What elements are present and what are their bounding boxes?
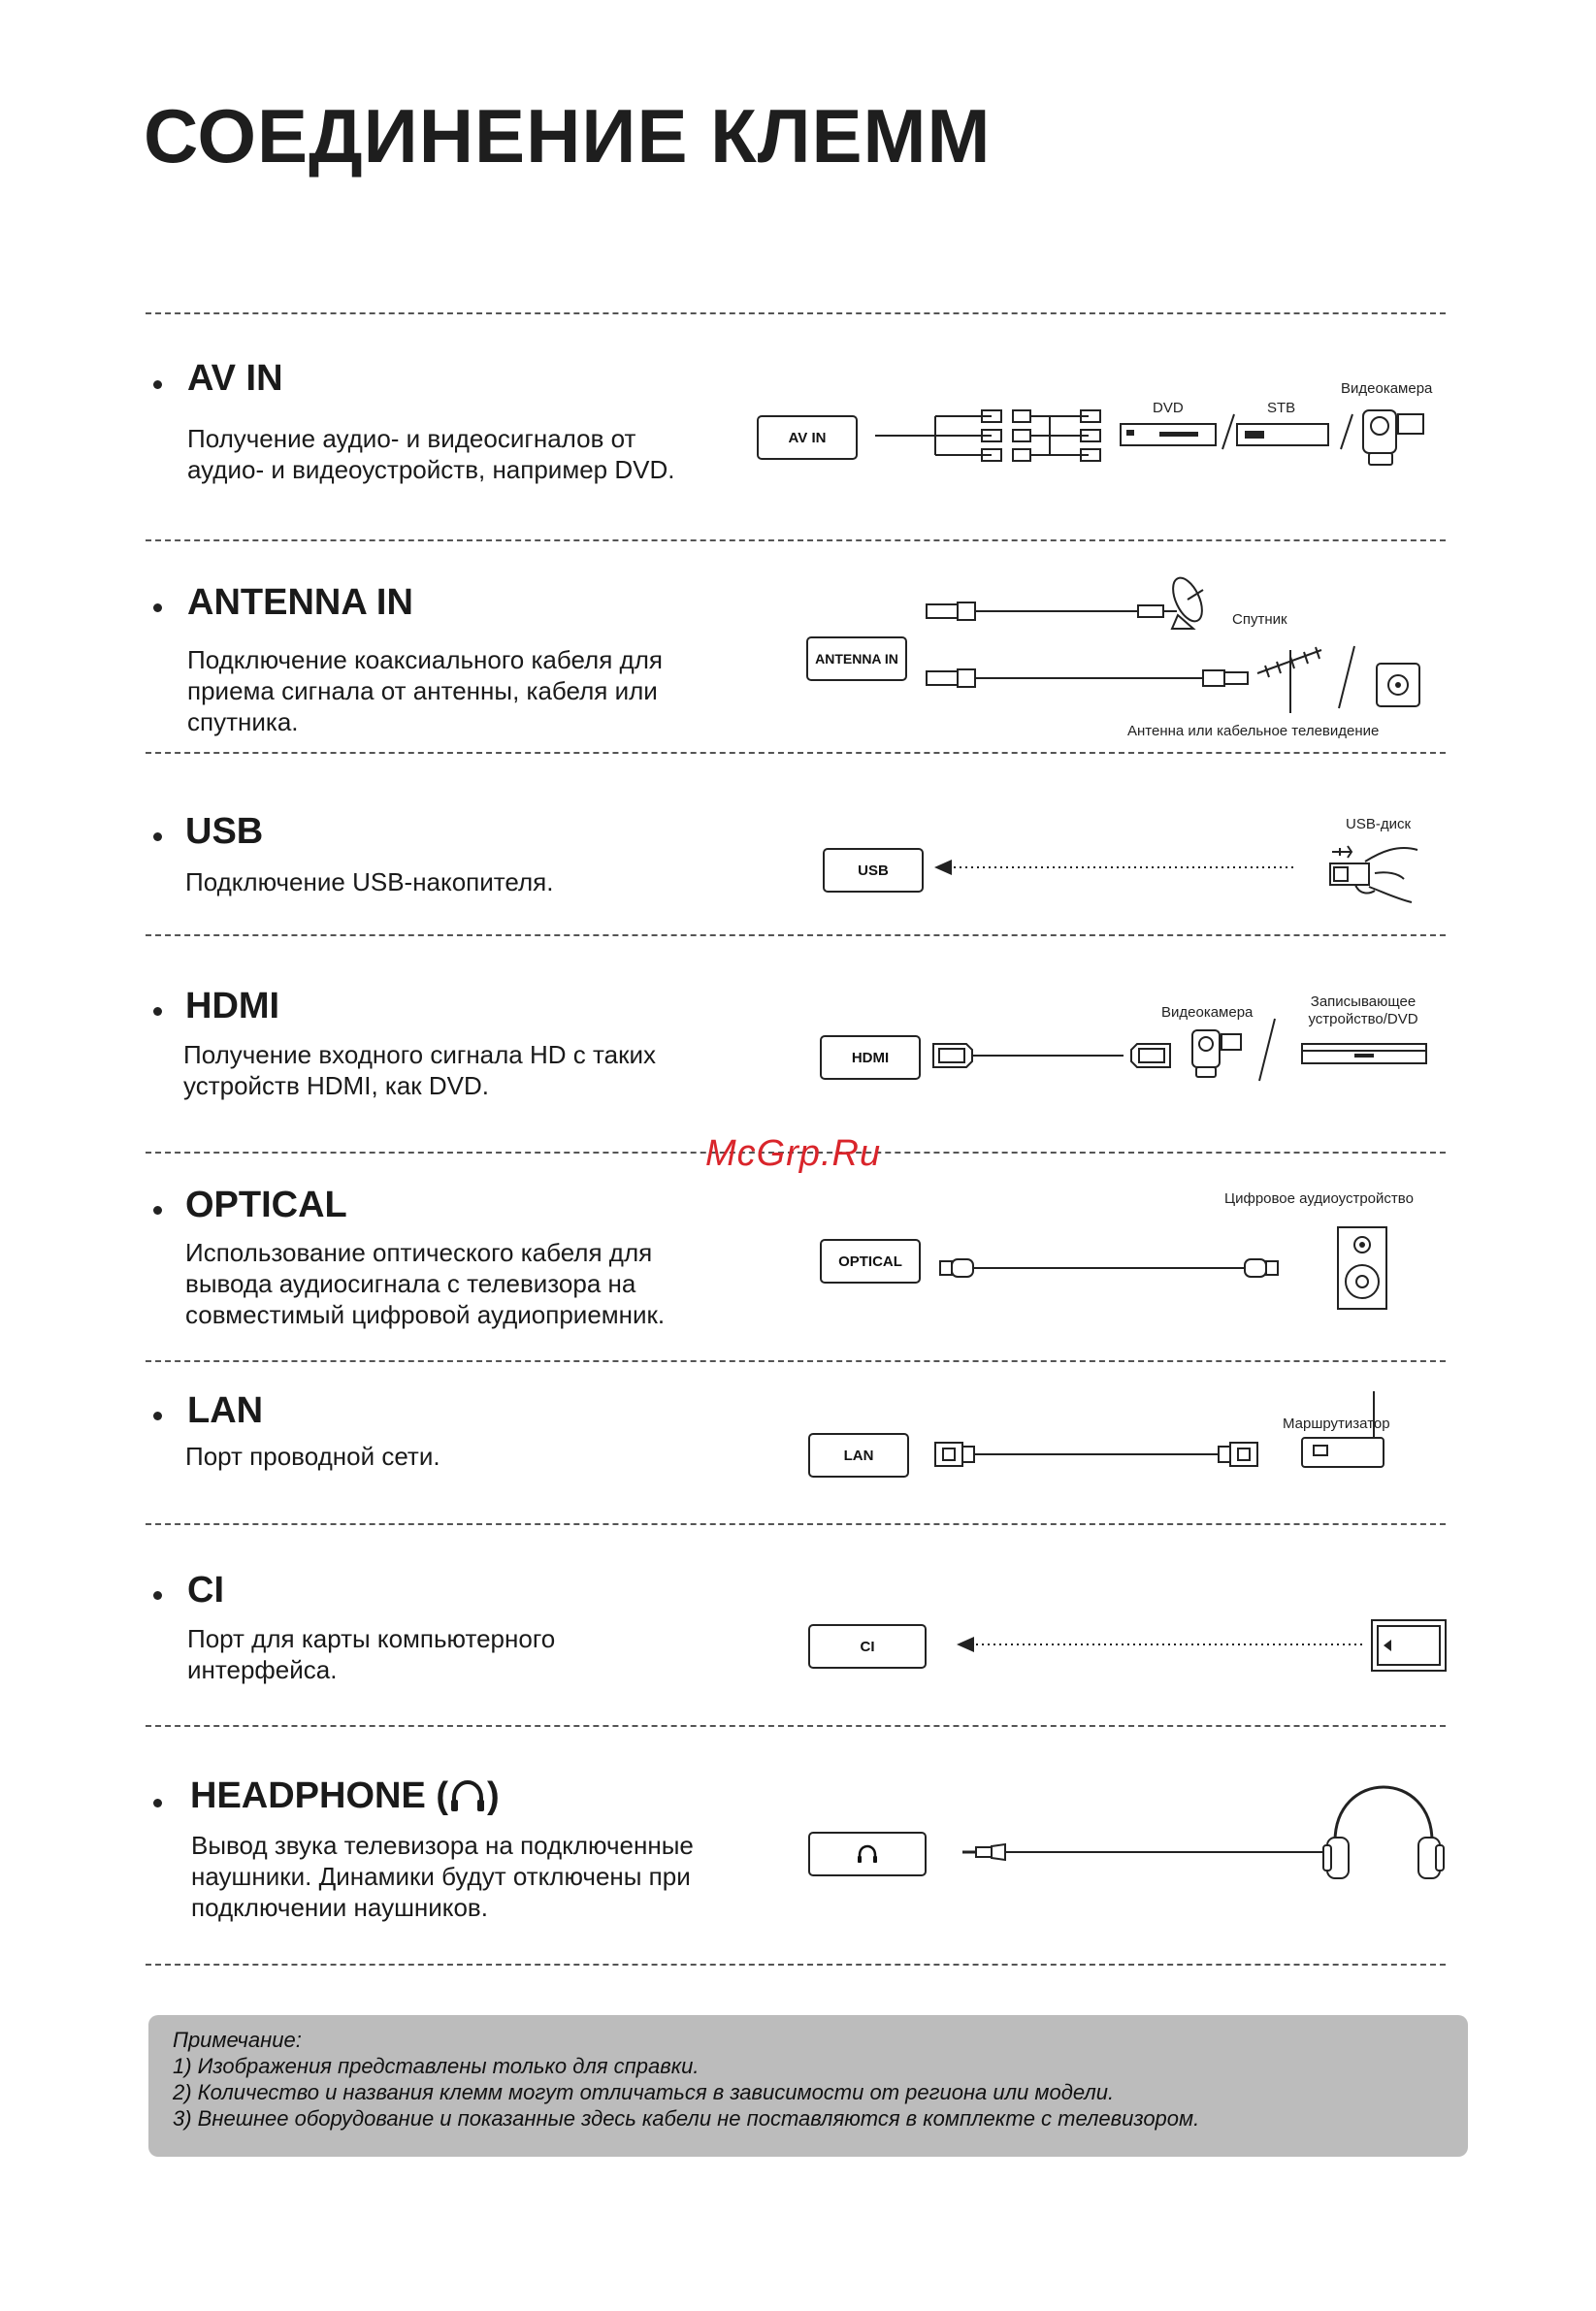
bullet (153, 1591, 162, 1600)
section-desc-headphone (191, 1830, 773, 1923)
lan-port: LAN (808, 1433, 909, 1478)
bullet (153, 603, 162, 612)
optical-port: OPTICAL (820, 1239, 921, 1284)
section-divider (146, 1964, 1446, 1966)
note-line: 2) Количество и названия клемм могут отличаться в зависимости от региона или модели. (173, 2080, 1115, 2104)
desc-line: Подключение коаксиального кабеля для (187, 645, 663, 674)
note-line: 1) Изображения представлены только для справки. (173, 2054, 700, 2078)
section-desc-lan (185, 1441, 767, 1472)
label-digital-audio: Цифровое аудиоустройство (1224, 1190, 1414, 1207)
section-title-lan: LAN (187, 1390, 264, 1431)
desc-line: Порт проводной сети. (185, 1442, 440, 1471)
bullet (153, 1412, 162, 1420)
av-cable-diagram (875, 398, 1108, 475)
bullet (153, 380, 162, 389)
desc-line: устройств HDMI, как DVD. (183, 1071, 490, 1100)
ci-dotted-arrow (957, 1633, 1364, 1656)
camcorder-icon (1190, 1025, 1249, 1083)
slash-icon (1219, 412, 1238, 451)
hdmi-cable (929, 1036, 1211, 1075)
desc-line: совместимый цифровой аудиоприемник. (185, 1300, 666, 1329)
desc-line: вывода аудиосигнала с телевизора на (185, 1269, 636, 1298)
section-divider (146, 1360, 1446, 1362)
note-line: 3) Внешнее оборудование и показанные здесь кабели не поставляются в комплекте с телевизором. (173, 2106, 1200, 2131)
desc-line: Использование оптического кабеля для (185, 1238, 653, 1267)
label-recorder-dvd (1290, 993, 1436, 1028)
ci-card-icon (1370, 1618, 1448, 1673)
antenna-cable (925, 660, 1274, 699)
section-desc-ci (187, 1623, 769, 1685)
slash-icon (1335, 644, 1358, 712)
ci-port: CI (808, 1624, 927, 1669)
tv-antenna-icon (1252, 640, 1329, 718)
section-desc-antenna-in (187, 644, 769, 737)
label-line: Записывающее (1310, 993, 1417, 1010)
stb-icon (1237, 420, 1330, 449)
wall-socket-icon (1375, 662, 1423, 710)
section-desc-optical (185, 1237, 767, 1330)
section-divider (146, 1523, 1446, 1525)
antenna-in-port: ANTENNA IN (806, 636, 907, 681)
section-desc-hdmi (183, 1039, 765, 1101)
optical-cable (938, 1253, 1287, 1283)
section-divider (146, 1725, 1446, 1727)
label-camcorder: Видеокамера (1341, 380, 1433, 397)
satellite-dish-icon (1162, 572, 1221, 631)
desc-line: Получение входного сигнала HD с таких (183, 1040, 656, 1069)
bullet (153, 1799, 162, 1807)
note-heading: Примечание: (173, 2028, 302, 2052)
desc-line: Подключение USB-накопителя. (185, 867, 554, 896)
section-title-antenna-in: ANTENNA IN (187, 582, 413, 623)
headphone-icon (450, 1780, 485, 1813)
section-divider (146, 752, 1446, 754)
dvd-player-icon (1121, 420, 1218, 449)
slash-icon (1337, 412, 1356, 451)
label-camcorder: Видеокамера (1161, 1004, 1254, 1021)
desc-line: аудио- и видеоустройств, например DVD. (187, 455, 675, 484)
label-antenna-cable-tv: Антенна или кабельное телевидение (1127, 723, 1380, 739)
desc-line: спутника. (187, 707, 299, 736)
desc-line: Порт для карты компьютерного (187, 1624, 556, 1653)
usb-dotted-arrow (934, 856, 1303, 879)
usb-port: USB (823, 848, 924, 893)
section-desc-usb (185, 866, 767, 897)
headphone-title-end: ) (487, 1775, 500, 1816)
desc-line: Вывод звука телевизора на подключенные (191, 1831, 694, 1860)
label-line: устройство/DVD (1308, 1011, 1418, 1027)
section-title-headphone (190, 1775, 500, 1817)
bullet (153, 832, 162, 841)
hdmi-port: HDMI (820, 1035, 921, 1080)
desc-line: Получение аудио- и видеосигналов от (187, 424, 636, 453)
label-stb: STB (1267, 400, 1296, 416)
slash-icon (1255, 1017, 1279, 1085)
headphone-icon (857, 1844, 878, 1864)
usb-drive-hand-icon (1326, 834, 1423, 912)
camcorder-icon (1361, 401, 1429, 469)
label-dvd: DVD (1153, 400, 1184, 416)
section-title-optical: OPTICAL (185, 1185, 347, 1225)
dvd-recorder-icon (1300, 1038, 1431, 1067)
desc-line: интерфейса. (187, 1655, 338, 1684)
page-title: СОЕДИНЕНИЕ КЛЕММ (144, 93, 992, 179)
av-in-port: AV IN (757, 415, 858, 460)
label-router: Маршрутизатор (1283, 1416, 1390, 1432)
note-box (148, 2015, 1468, 2157)
speaker-icon (1336, 1225, 1390, 1313)
section-divider (146, 312, 1446, 314)
section-title-ci: CI (187, 1570, 224, 1611)
section-desc-av-in (187, 423, 769, 485)
label-usb-disk: USB-диск (1346, 816, 1412, 832)
headphone-port (808, 1832, 927, 1876)
section-divider (146, 934, 1446, 936)
section-divider (146, 539, 1446, 541)
label-satellite: Спутник (1232, 611, 1287, 628)
bullet (153, 1206, 162, 1215)
section-title-hdmi: HDMI (185, 986, 280, 1026)
desc-line: приема сигнала от антенны, кабеля или (187, 676, 658, 705)
desc-line: подключении наушников. (191, 1893, 488, 1922)
router-icon (1300, 1389, 1387, 1477)
section-title-usb: USB (185, 811, 264, 852)
headphone-jack-cable (961, 1840, 1329, 1864)
headphone-title-text: HEADPHONE ( (190, 1775, 449, 1816)
desc-line: наушники. Динамики будут отключены при (191, 1862, 691, 1891)
section-title-av-in: AV IN (187, 358, 283, 399)
headphones-icon (1321, 1783, 1448, 1890)
watermark: McGrp.Ru (705, 1133, 882, 1174)
lan-cable (931, 1435, 1281, 1474)
bullet (153, 1007, 162, 1016)
